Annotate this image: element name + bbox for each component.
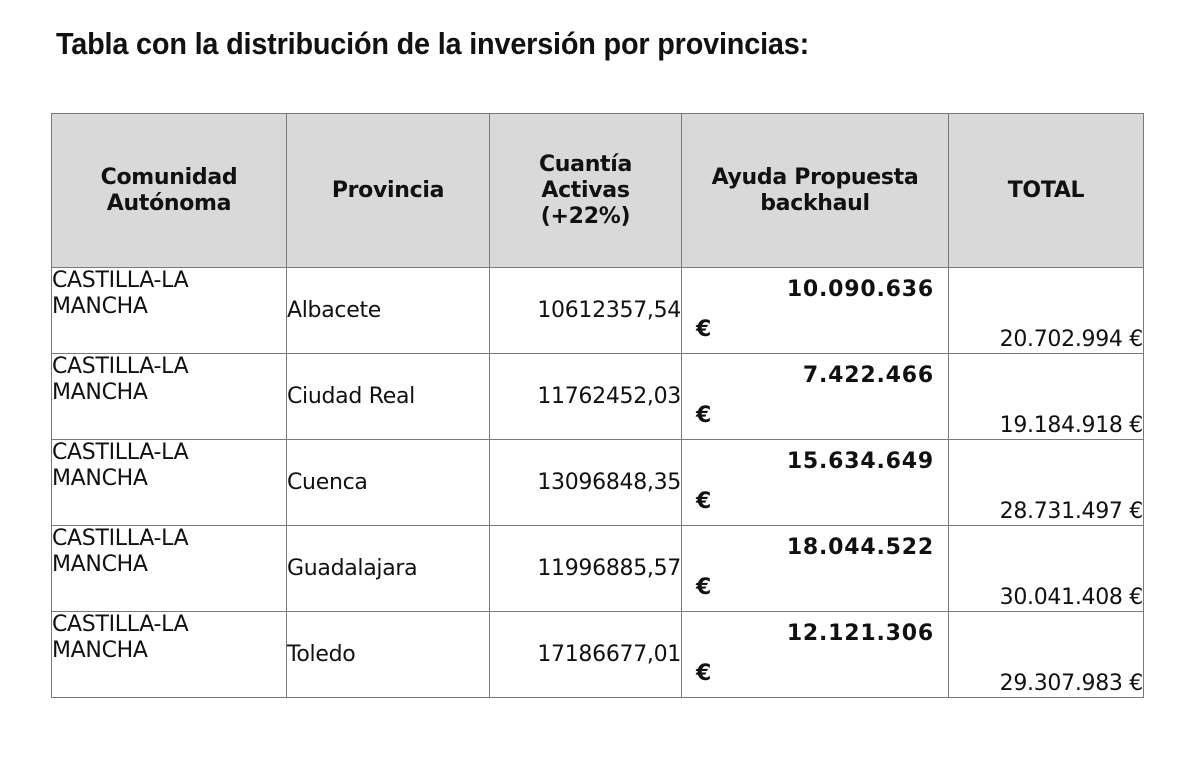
table-row xyxy=(52,526,1144,612)
header-cuantia-line-2: Activas xyxy=(541,177,630,203)
cell-comunidad xyxy=(52,440,287,526)
table-header xyxy=(52,114,1144,268)
cell-provincia: Albacete xyxy=(287,268,490,354)
cell-comunidad-line-1: CASTILLA-LA xyxy=(52,354,189,379)
header-comunidad-line-2: Autónoma xyxy=(106,190,232,216)
table-body xyxy=(52,268,1144,698)
cell-total: 28.731.497 € xyxy=(949,440,1144,526)
cell-ayuda xyxy=(682,440,949,526)
header-cuantia xyxy=(490,114,682,268)
cell-ayuda-amount: 12.121.306 xyxy=(786,621,934,646)
cell-comunidad-line-2: MANCHA xyxy=(52,552,148,577)
cell-ayuda-currency: € xyxy=(696,403,712,428)
cell-total: 30.041.408 € xyxy=(949,526,1144,612)
cell-ayuda xyxy=(682,526,949,612)
header-comunidad-line-1: Comunidad xyxy=(100,164,238,190)
cell-ayuda-currency: € xyxy=(696,575,712,600)
cell-ayuda xyxy=(682,612,949,698)
table-row xyxy=(52,612,1144,698)
cell-ayuda xyxy=(682,354,949,440)
header-comunidad xyxy=(52,114,287,268)
header-ayuda-line-1: Ayuda Propuesta xyxy=(711,164,919,190)
cell-ayuda-amount: 10.090.636 xyxy=(786,277,934,302)
cell-comunidad xyxy=(52,526,287,612)
header-ayuda-line-2: backhaul xyxy=(760,190,870,216)
cell-comunidad xyxy=(52,268,287,354)
cell-provincia: Ciudad Real xyxy=(287,354,490,440)
cell-ayuda-amount: 7.422.466 xyxy=(802,363,934,388)
cell-comunidad xyxy=(52,354,287,440)
cell-cuantia: 11762452,03 xyxy=(490,354,682,440)
cell-comunidad-line-2: MANCHA xyxy=(52,380,148,405)
cell-cuantia: 11996885,57 xyxy=(490,526,682,612)
cell-comunidad-line-2: MANCHA xyxy=(52,294,148,319)
cell-comunidad-line-1: CASTILLA-LA xyxy=(52,526,189,551)
cell-comunidad-line-1: CASTILLA-LA xyxy=(52,440,189,465)
table-row xyxy=(52,354,1144,440)
cell-cuantia: 10612357,54 xyxy=(490,268,682,354)
cell-ayuda-amount: 15.634.649 xyxy=(786,449,934,474)
cell-provincia: Toledo xyxy=(287,612,490,698)
table-row xyxy=(52,440,1144,526)
cell-ayuda-currency: € xyxy=(696,661,712,686)
cell-provincia: Cuenca xyxy=(287,440,490,526)
header-ayuda xyxy=(682,114,949,268)
table-row xyxy=(52,268,1144,354)
page-title: Tabla con la distribución de la inversión por provincias: xyxy=(56,26,810,61)
cell-total: 29.307.983 € xyxy=(949,612,1144,698)
cell-cuantia: 17186677,01 xyxy=(490,612,682,698)
header-cuantia-line-1: Cuantía xyxy=(538,151,633,177)
investment-table xyxy=(51,113,1144,698)
cell-comunidad-line-2: MANCHA xyxy=(52,638,148,663)
header-cuantia-line-3: (+22%) xyxy=(540,203,631,229)
cell-comunidad xyxy=(52,612,287,698)
cell-ayuda-amount: 18.044.522 xyxy=(786,535,934,560)
cell-ayuda-currency: € xyxy=(696,489,712,514)
header-total: TOTAL xyxy=(949,114,1144,268)
cell-comunidad-line-1: CASTILLA-LA xyxy=(52,268,189,293)
cell-ayuda-currency: € xyxy=(696,317,712,342)
header-provincia: Provincia xyxy=(287,114,490,268)
cell-provincia: Guadalajara xyxy=(287,526,490,612)
cell-total: 20.702.994 € xyxy=(949,268,1144,354)
cell-comunidad-line-2: MANCHA xyxy=(52,466,148,491)
cell-total: 19.184.918 € xyxy=(949,354,1144,440)
header-row xyxy=(52,114,1144,268)
cell-cuantia: 13096848,35 xyxy=(490,440,682,526)
cell-comunidad-line-1: CASTILLA-LA xyxy=(52,612,189,637)
cell-ayuda xyxy=(682,268,949,354)
